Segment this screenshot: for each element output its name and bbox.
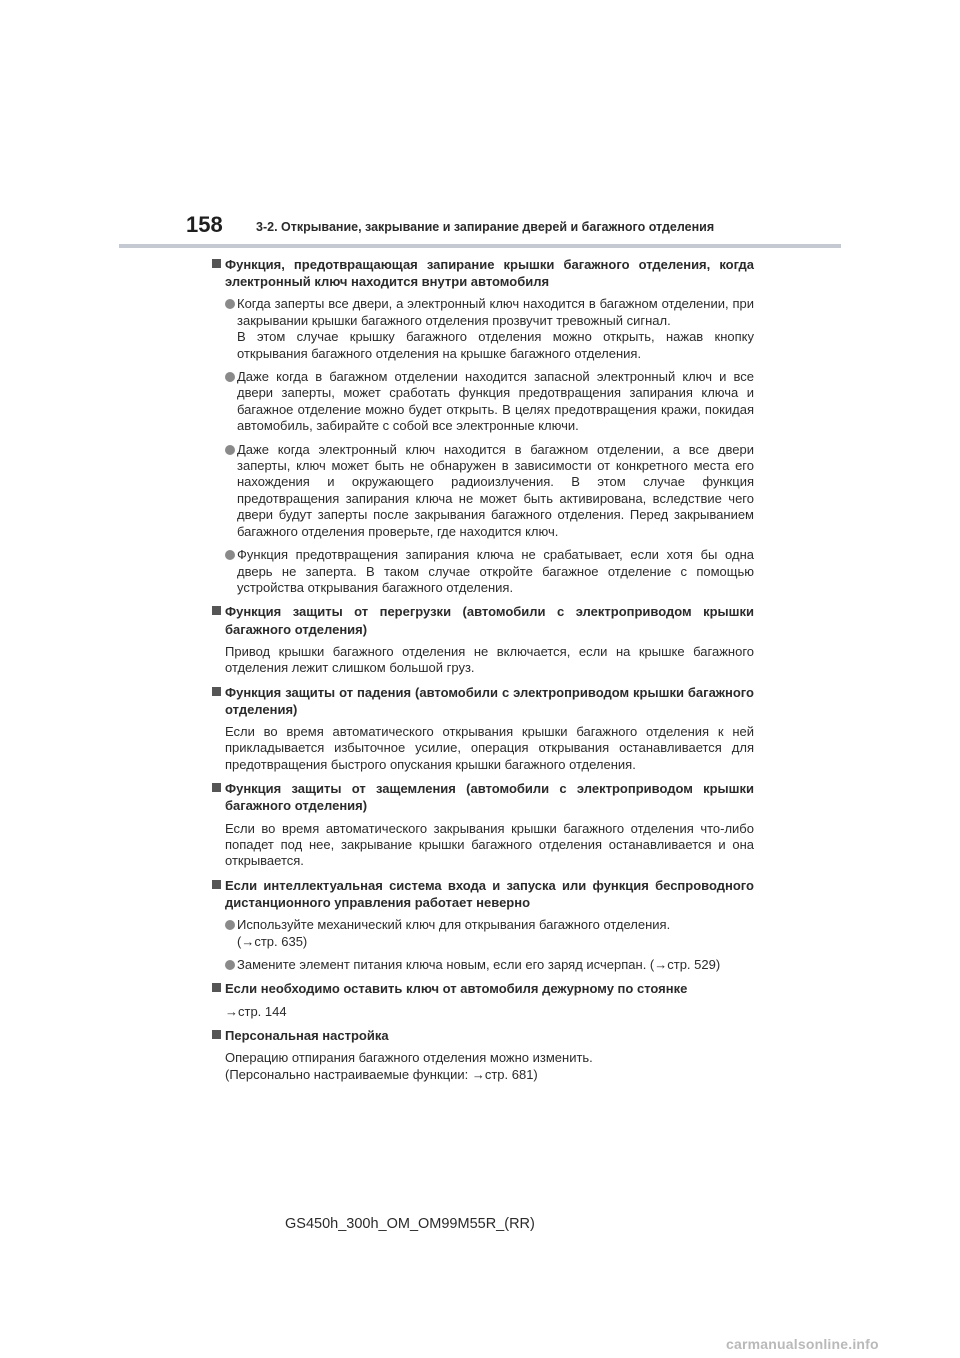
square-bullet-icon (212, 259, 221, 268)
chapter-title: 3-2. Открывание, закрывание и запирание дверей и багажного отделения (256, 220, 715, 234)
page-content (212, 256, 754, 1090)
round-bullet-icon (225, 445, 235, 455)
section-text: Если во время автоматического закрывания крышки багажного отделения что-либо попадет под нее, закрывание крышки багажного отделения останавливается и она открывается. (225, 820, 754, 869)
round-bullet-icon (225, 550, 235, 560)
square-bullet-icon (212, 880, 221, 889)
section-jam-protection (212, 780, 754, 870)
section-heading: Если интеллектуальная система входа и запуска или функция беспроводного дистанционного управления работает неверно (212, 877, 754, 911)
list-item: Используйте механический ключ для открывания багажного отделения. (→стр. 635) (212, 917, 754, 950)
section-fall-protection (212, 684, 754, 774)
section-heading: Функция защиты от защемления (автомобили с электроприводом крышки багажного отделения) (212, 780, 754, 814)
list-item: Когда заперты все двери, а электронный ключ находится в багажном отделении, при закрывании крышки багажного отделения прозвучит тревожный сигнал. В этом случае крышку багажного отделения можно открыть, нажав кнопку открывания багажного отделения на крышке багажного отделения. (212, 296, 754, 362)
round-bullet-icon (225, 372, 235, 382)
list-item: Даже когда в багажном отделении находится запасной электронный ключ и все двери заперты, может сработать функция предотвращения запирания ключа и багажное отделение можно будет открыть. В целях предотвращения кражи, покидая автомобиль, забирайте с собой все электронные ключи. (212, 369, 754, 435)
document-code: GS450h_300h_OM_OM99M55R_(RR) (285, 1216, 535, 1232)
list-item: Замените элемент питания ключа новым, если его заряд исчерпан. (→стр. 529) (212, 957, 754, 973)
page-number: 158 (186, 212, 223, 237)
square-bullet-icon (212, 606, 221, 615)
square-bullet-icon (212, 1030, 221, 1039)
square-bullet-icon (212, 783, 221, 792)
section-heading: Функция защиты от перегрузки (автомобили с электроприводом крышки багажного отделения) (212, 603, 754, 637)
header-divider (119, 244, 841, 248)
watermark: carmanualsonline.info (726, 1336, 879, 1352)
round-bullet-icon (225, 960, 235, 970)
section-valet-key (212, 980, 754, 1020)
square-bullet-icon (212, 983, 221, 992)
square-bullet-icon (212, 687, 221, 696)
section-text: Операцию отпирания багажного отделения можно изменить. (Персонально настраиваемые функции: →стр. 681) (225, 1050, 593, 1082)
round-bullet-icon (225, 299, 235, 309)
section-overload-protection (212, 603, 754, 676)
section-text: Привод крышки багажного отделения не включается, если на крышке багажного отделения лежит слишком большой груз. (225, 643, 754, 676)
section-heading: Функция, предотвращающая запирание крышки багажного отделения, когда электронный ключ находится внутри автомобиля (212, 256, 754, 290)
list-item: Даже когда электронный ключ находится в багажном отделении, а все двери заперты, ключ может быть не обнаружен в зависимости от конкретного места его нахождения и окружающего радиоизлучения. В этом случае функция предотвращения запирания ключа не может быть активирована, вследствие чего двери будут заперты после закрывания багажного отделения. Перед закрыванием багажного отделения проверьте, где находится ключ. (212, 442, 754, 540)
list-item: Функция предотвращения запирания ключа не срабатывает, если хотя бы одна дверь не заперта. В таком случае откройте багажное отделение с помощью устройства открывания багажного отделения. (212, 547, 754, 596)
section-text: Если во время автоматического открывания крышки багажного отделения к ней прикладывается избыточное усилие, операция открывания останавливается для предотвращения быстрого опускания крышки багажного отделения. (225, 723, 754, 772)
page-reference: →стр. 144 (225, 1003, 287, 1019)
section-heading: Персональная настройка (212, 1027, 754, 1044)
round-bullet-icon (225, 920, 235, 930)
section-heading: Функция защиты от падения (автомобили с электроприводом крышки багажного отделения) (212, 684, 754, 718)
section-key-lock-prevention (212, 256, 754, 596)
section-smart-system-malfunction (212, 877, 754, 974)
section-heading: Если необходимо оставить ключ от автомобиля дежурному по стоянке (212, 980, 754, 997)
section-personal-settings (212, 1027, 754, 1083)
page-header (186, 212, 840, 246)
